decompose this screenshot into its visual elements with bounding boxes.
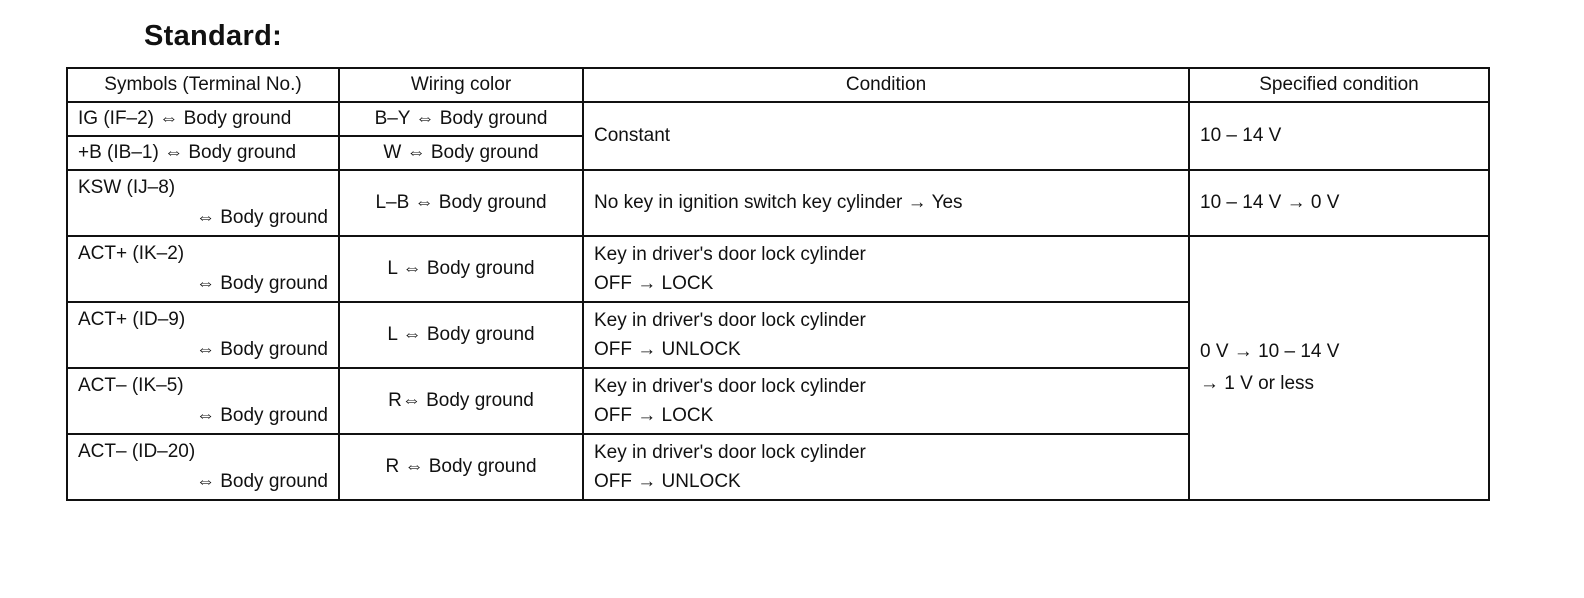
header-specified-condition: Specified condition	[1189, 68, 1489, 102]
specified-cell	[1189, 236, 1489, 500]
condition-line: OFF → LOCK	[594, 273, 714, 294]
symbol-cell: +B (IB–1) ⇔ Body ground	[67, 136, 339, 170]
standard-spec-table	[66, 67, 1490, 501]
condition-cell	[583, 302, 1189, 368]
symbol-terminal: ACT– (ID–20)	[78, 441, 196, 462]
symbol-terminal: KSW (IJ–8)	[78, 177, 176, 198]
table-row	[67, 102, 1489, 136]
specified-line: → 1 V or less	[1200, 373, 1315, 394]
symbol-terminal: ACT+ (IK–2)	[78, 243, 185, 264]
symbol-ground: ⇔ Body ground	[195, 207, 328, 228]
header-symbols: Symbols (Terminal No.)	[67, 68, 339, 102]
symbol-cell	[67, 170, 339, 236]
wiring-cell: R ⇔ Body ground	[339, 434, 583, 500]
page-title: Standard:	[144, 20, 283, 52]
wiring-cell: R⇔ Body ground	[339, 368, 583, 434]
table-row	[67, 236, 1489, 302]
header-condition: Condition	[583, 68, 1189, 102]
header-wiring-color: Wiring color	[339, 68, 583, 102]
condition-cell: Constant	[583, 102, 1189, 170]
symbol-cell	[67, 368, 339, 434]
condition-cell	[583, 434, 1189, 500]
condition-cell: No key in ignition switch key cylinder → Yes	[583, 170, 1189, 236]
wiring-cell: L–B ⇔ Body ground	[339, 170, 583, 236]
condition-line: OFF → UNLOCK	[594, 471, 741, 492]
symbol-cell	[67, 236, 339, 302]
specified-cell: 10 – 14 V → 0 V	[1189, 170, 1489, 236]
condition-line: Key in driver's door lock cylinder	[594, 310, 866, 331]
symbol-terminal: ACT– (IK–5)	[78, 375, 184, 396]
condition-cell	[583, 368, 1189, 434]
specified-cell: 10 – 14 V	[1189, 102, 1489, 170]
symbol-cell: IG (IF–2) ⇔ Body ground	[67, 102, 339, 136]
condition-line: Key in driver's door lock cylinder	[594, 244, 866, 265]
condition-line: Key in driver's door lock cylinder	[594, 442, 866, 463]
wiring-cell: B–Y ⇔ Body ground	[339, 102, 583, 136]
table-row	[67, 170, 1489, 236]
condition-cell	[583, 236, 1189, 302]
symbol-ground: ⇔ Body ground	[195, 405, 328, 426]
symbol-ground: ⇔ Body ground	[195, 339, 328, 360]
wiring-cell: L ⇔ Body ground	[339, 236, 583, 302]
wiring-cell: W ⇔ Body ground	[339, 136, 583, 170]
symbol-cell	[67, 434, 339, 500]
table-header-row	[67, 68, 1489, 102]
wiring-cell: L ⇔ Body ground	[339, 302, 583, 368]
condition-line: Key in driver's door lock cylinder	[594, 376, 866, 397]
condition-line: OFF → UNLOCK	[594, 339, 741, 360]
condition-line: OFF → LOCK	[594, 405, 714, 426]
symbol-ground: ⇔ Body ground	[195, 273, 328, 294]
symbol-cell	[67, 302, 339, 368]
symbol-terminal: ACT+ (ID–9)	[78, 309, 186, 330]
specified-line: 0 V → 10 – 14 V	[1200, 341, 1340, 362]
symbol-ground: ⇔ Body ground	[195, 471, 328, 492]
